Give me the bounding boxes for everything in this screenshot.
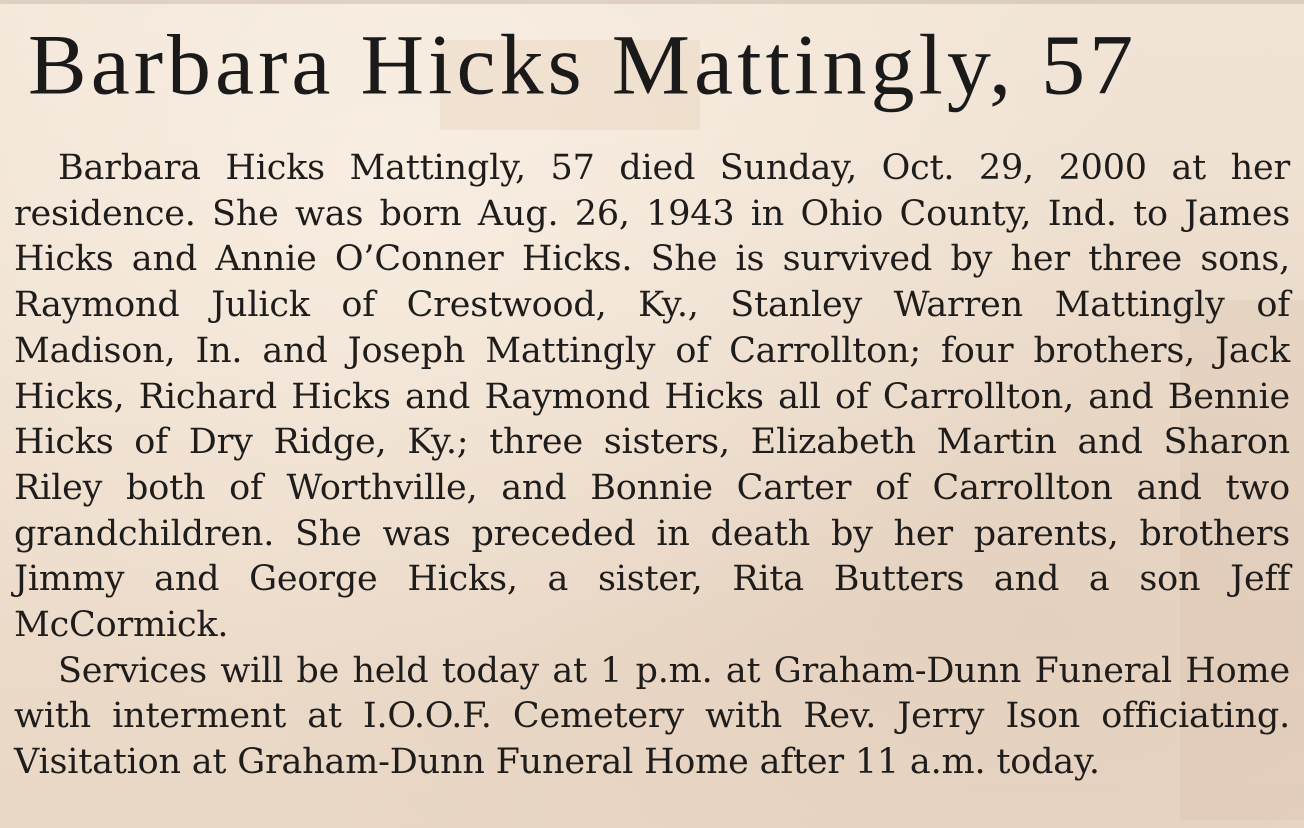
obituary-paragraph-biography: Barbara Hicks Mattingly, 57 died Sunday, Oct. 29, 2000 at her residence. She was born Aug. 26, 1943 in Ohio County, Ind. to James Hicks and Annie O’Conner Hicks. She is survived by her three sons, Raymond Julick of Crestwood, Ky., Stanley Warren Mattingly of Madison, In. and Joseph Mattingly of Carrollton; four brothers, Jack Hicks, Richard Hicks and Raymond Hicks all of Carrollton, and Bennie Hicks of Dry Ridge, Ky.; three sisters, Elizabeth Martin and Sharon Riley both of Worthville, and Bonnie Carter of Carrollton and two grandchildren. She was preceded in death by her parents, brothers Jimmy and George Hicks, a sister, Rita Butters and a son Jeff McCormick. bbox=[14, 148, 1290, 646]
obituary-paragraph-services: Services will be held today at 1 p.m. at Graham-Dunn Funeral Home with interment at I.O.O.F. Cemetery with Rev. Jerry Ison officiating. Visitation at Graham-Dunn Funeral Home after 11 a.m. today. bbox=[14, 650, 1290, 783]
article bbox=[14, 8, 1290, 786]
paper-edge bbox=[0, 0, 1304, 4]
obituary-headline: Barbara Hicks Mattingly, 57 bbox=[28, 17, 1138, 113]
obituary-body bbox=[14, 146, 1290, 786]
